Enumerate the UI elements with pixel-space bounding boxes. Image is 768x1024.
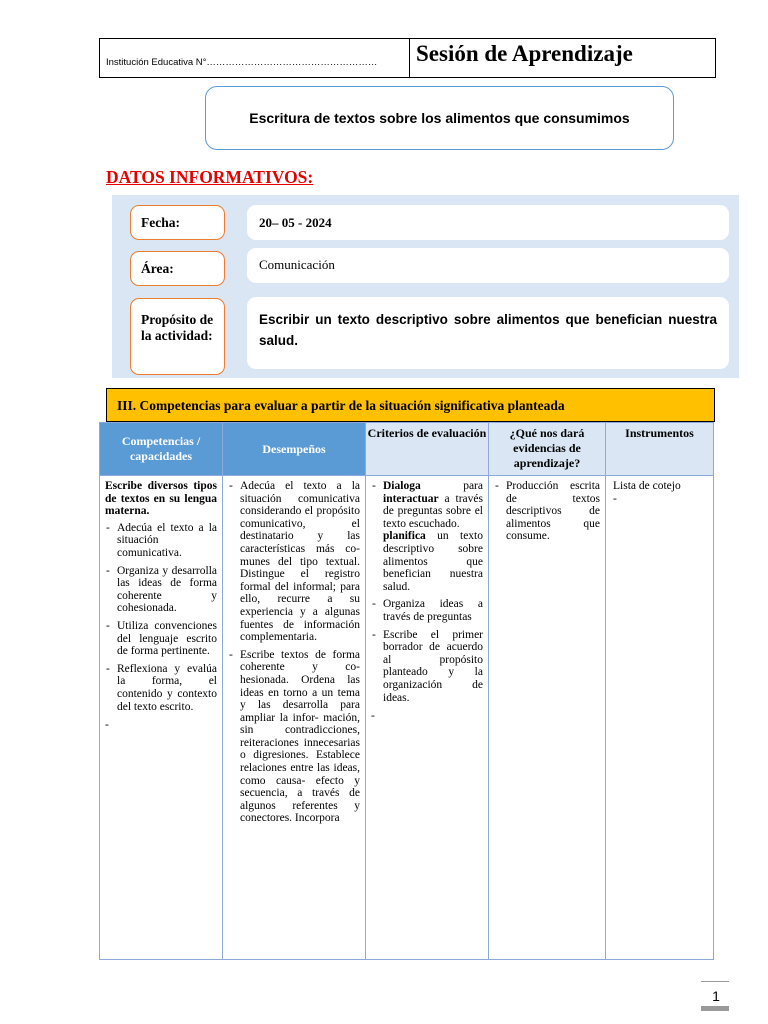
competencia-title: Escribe diversos tipos de textos en su lengua materna. bbox=[105, 480, 217, 518]
list-item: - Escribe textos de forma coherente y co- hesionada. Ordena las ideas en torno a un tema y las desarrolla para ampliar la infor- mación, sin contradicciones, reiteraciones innecesarias o digresiones. Establece relaciones entre las ideas, como causa- efecto y secuencia, a través de algunos referentes y conectores. Incorpora bbox=[228, 649, 360, 825]
list-item: - Organiza ideas a través de preguntas bbox=[371, 598, 483, 623]
list-item: - Producción escrita de textos descriptivos de alimentos que consume. bbox=[494, 480, 600, 543]
trailing-dash: - bbox=[371, 710, 375, 723]
header-desempenos: Desempeños bbox=[223, 423, 366, 476]
proposito-label: Propósito de la actividad: bbox=[130, 298, 225, 375]
header-competencias: Competencias / capacidades bbox=[100, 423, 223, 476]
datos-informativos-heading: DATOS INFORMATIVOS: bbox=[106, 167, 314, 187]
list-item: - Organiza y desarrolla las ideas de forma coherente y cohesionada. bbox=[105, 565, 217, 615]
list-item: - Utiliza convenciones del lenguaje escrito de forma pertinente. bbox=[105, 620, 217, 658]
trailing-dash: - bbox=[105, 719, 109, 732]
proposito-value: Escribir un texto descriptivo sobre alimentos que benefician nuestra salud. bbox=[247, 297, 729, 369]
trailing-dash: - bbox=[613, 492, 617, 505]
competencias-table bbox=[99, 422, 714, 960]
page-number-rule bbox=[701, 981, 729, 982]
area-label: Área: bbox=[130, 251, 225, 286]
table-row bbox=[100, 476, 714, 960]
area-value: Comunicación bbox=[247, 248, 729, 283]
cell-competencias bbox=[100, 476, 223, 960]
criterios-list bbox=[371, 480, 483, 704]
header-criterios: Criterios de evaluación bbox=[366, 423, 489, 476]
dialoga-rest: a través de preguntas sobre el texto escuchado. bbox=[383, 492, 483, 530]
cell-instrumentos bbox=[606, 476, 714, 960]
session-title: Sesión de Aprendizaje bbox=[416, 41, 633, 66]
list-item: - Adecúa el texto a la situación comunicativa considerando el propósito comunicativo, el destinatario y las características más co- munes del tipo textual. Distingue el registro formal del informal; para ello, recurre a su experiencia y a algunas fuentes de información complementaria. bbox=[228, 480, 360, 644]
list-item: - Adecúa el texto a la situación comunicativa. bbox=[105, 522, 217, 560]
institution-label: Institución Educativa N°……………………………………………… bbox=[106, 57, 378, 68]
capacidades-list bbox=[105, 522, 217, 713]
cell-criterios bbox=[366, 476, 489, 960]
competencias-banner: III. Competencias para evaluar a partir de la situación significativa planteada bbox=[106, 388, 715, 422]
evidencias-list bbox=[494, 480, 600, 543]
list-item: - Reflexiona y evalúa la forma, el contenido y contexto del texto escrito. bbox=[105, 663, 217, 713]
planifica-rest: un texto descriptivo sobre alimentos que benefician nuestra salud. bbox=[383, 530, 483, 593]
list-item bbox=[371, 480, 483, 593]
dialoga-mid: para bbox=[420, 480, 483, 492]
cell-evidencias bbox=[489, 476, 606, 960]
table-header-row bbox=[100, 423, 714, 476]
header-evidencias: ¿Qué nos dará evidencias de aprendizaje? bbox=[489, 423, 606, 476]
fecha-label: Fecha: bbox=[130, 205, 225, 240]
list-item: - Escribe el primer borrador de acuerdo al propósito planteado y la organización de ideas. bbox=[371, 629, 483, 705]
dialoga-bold: Dialoga bbox=[383, 480, 421, 492]
page-number-bar bbox=[701, 1006, 729, 1011]
desempenos-list bbox=[228, 480, 360, 825]
header-box bbox=[99, 38, 716, 78]
header-left-cell bbox=[100, 39, 410, 77]
page-number: 1 bbox=[712, 988, 720, 1004]
header-instrumentos: Instrumentos bbox=[606, 423, 714, 476]
topic-title: Escritura de textos sobre los alimentos que consumimos bbox=[205, 86, 674, 150]
cell-desempenos bbox=[223, 476, 366, 960]
instrumento-text: Lista de cotejo bbox=[613, 480, 681, 492]
interactuar-bold: interactuar bbox=[383, 492, 439, 505]
planifica-bold: planifica bbox=[383, 530, 426, 543]
fecha-value: 20– 05 - 2024 bbox=[247, 205, 729, 240]
